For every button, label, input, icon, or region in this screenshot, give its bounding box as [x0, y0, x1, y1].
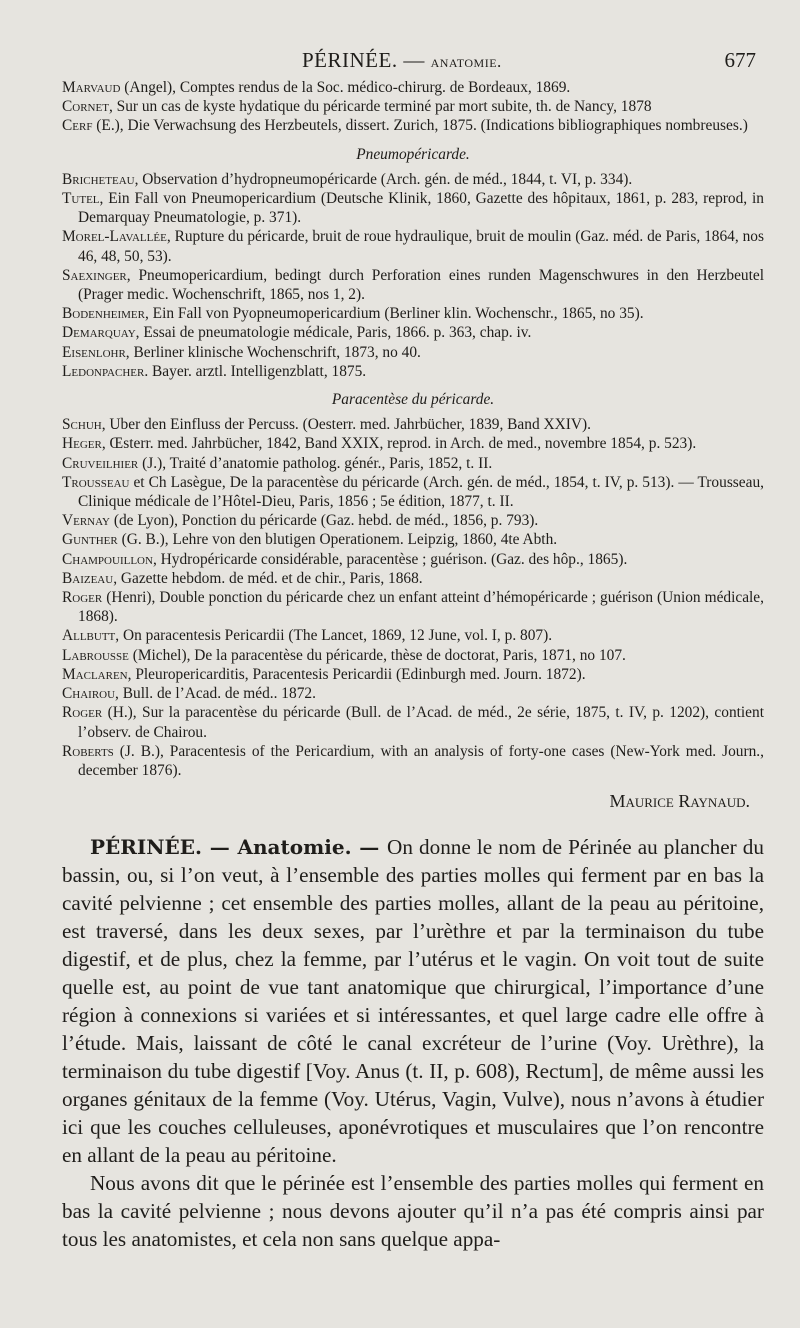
entry-author: Bodenheimer — [62, 305, 145, 323]
entry-author: Eisenlohr — [62, 343, 126, 361]
entry-text: , Berliner klinische Wochenschrift, 1873, no 40. — [125, 343, 421, 361]
entry-text: (J. B.), Paracentesis of the Pericardium, with an analysis of forty-one cases (New-York med. Journ., december 1876). — [78, 742, 764, 779]
entry-author: Roberts — [62, 742, 114, 760]
bibliography-entry — [62, 684, 764, 703]
entry-text: , Observation d’hydropneumopéricarde (Arch. gén. de méd., 1844, t. VI, p. 334). — [134, 170, 633, 188]
entry-text: . Bayer. arztl. Intelligenzblatt, 1875. — [144, 362, 367, 380]
entry-text: , On paracentesis Pericardii (The Lancet, 1869, 12 June, vol. I, p. 807). — [115, 627, 553, 645]
running-title: PÉRINÉE. — anatomie. — [302, 48, 502, 72]
bibliography-entry — [62, 454, 764, 473]
entry-text: , Pleuropericarditis, Paracentesis Pericardii (Edinburgh med. Journ. 1872). — [127, 665, 586, 683]
bibliography-entry — [62, 511, 764, 530]
entry-text: , Ein Fall von Pyopneumopericardium (Berliner klin. Wochenschr., 1865, no 35). — [144, 305, 644, 323]
entry-text: , Gazette hebdom. de méd. et de chir., Paris, 1868. — [113, 569, 423, 587]
article-subheading: — Anatomie. — — [202, 835, 388, 860]
entry-author: Roger — [62, 704, 103, 722]
article-paragraph-2: Nous avons dit que le périnée est l’ensemble des parties molles qui ferment en bas la cavité pelvienne ; nous devons ajouter qu’il n’a pas été compris ainsi par tous les anatomistes, et cela non sans quelque appa- — [62, 1171, 764, 1252]
entry-author: Saexinger — [62, 266, 127, 284]
bibliography-entry — [62, 189, 764, 227]
bibliography-entry — [62, 323, 764, 342]
entry-text: (Angel), Comptes rendus de la Soc. médico-chirurg. de Bordeaux, 1869. — [120, 79, 571, 96]
page-number: 677 — [724, 48, 756, 72]
bibliography-entry — [62, 742, 764, 780]
entry-text: , Sur un cas de kyste hydatique du péricarde terminé par mort subite, th. de Nancy, 1878 — [108, 98, 652, 116]
entry-author: Bricheteau — [62, 170, 135, 188]
entry-text: , Uber den Einfluss der Percuss. (Oesterr. med. Jahrbücher, 1839, Band XXIV). — [101, 416, 591, 434]
bibliography-top — [62, 78, 764, 136]
bibliography-entry — [62, 588, 764, 626]
entry-text: (J.), Traité d’anatomie patholog. génér., Paris, 1852, t. II. — [138, 454, 493, 472]
entry-text: (G. B.), Lehre von den blutigen Operationem. Leipzig, 1860, 4te Abth. — [117, 531, 558, 549]
article-paragraph-1 — [62, 833, 764, 1169]
entry-author: Cruveilhier — [62, 454, 139, 472]
bibliography-pneumopericarde — [62, 170, 764, 381]
bibliography-paracentese — [62, 415, 764, 780]
entry-author: Gunther — [62, 531, 118, 549]
entry-text: (de Lyon), Ponction du péricarde (Gaz. hebd. de méd., 1856, p. 793). — [110, 512, 539, 530]
entry-text: , Pneumopericardium, bedingt durch Perforation eines runden Magenschwures in den Herzbeutel (Prager medic. Wochenschrift, 1865, nos 1, 2). — [78, 266, 764, 304]
entry-text: , Essai de pneumatologie médicale, Paris, 1866. p. 363, chap. iv. — [135, 324, 532, 342]
entry-text: , Hydropéricarde considérable, paracentèse ; guérison. (Gaz. des hôp., 1865). — [152, 550, 628, 568]
bibliography-entry — [62, 343, 764, 362]
entry-text: , Rupture du péricarde, bruit de roue hydraulique, bruit de moulin (Gaz. méd. de Paris, 1864, nos 46, 48, 50, 53). — [78, 228, 764, 265]
entry-author: Maclaren — [62, 665, 128, 683]
entry-text: (Henri), Double ponction du péricarde chez un enfant atteint d’hémopéricarde ; guérison (Union médicale, 1868). — [78, 589, 764, 626]
entry-author: Demarquay — [62, 324, 136, 342]
entry-author: Baizeau — [62, 569, 114, 587]
section-heading-pneumopericarde: Pneumopéricarde. — [356, 145, 470, 163]
bibliography-entry — [62, 170, 764, 189]
entry-text: , Œsterr. med. Jahrbücher, 1842, Band XXIX, reprod. in Arch. de med., novembre 1854, p. 523). — [101, 435, 697, 453]
bibliography-entry — [62, 626, 764, 645]
bibliography-entry — [62, 703, 764, 741]
author-signature: Maurice Raynaud. — [609, 791, 750, 812]
entry-author: Roger — [62, 589, 103, 607]
entry-author: Tutel — [62, 190, 100, 208]
entry-text: (H.), Sur la paracentèse du péricarde (Bull. de l’Acad. de méd., 2e série, 1875, t. IV, p. 1202), contient l’observ. de Chairou. — [78, 704, 764, 741]
entry-author: Cerf — [62, 117, 93, 135]
bibliography-entry — [62, 304, 764, 323]
entry-text: , Ein Fall von Pneumopericardium (Deutsche Klinik, 1860, Gazette des hôpitaux, 1861, p. 283, reprod, in Demarquay Pneumatologie, p. 371). — [78, 190, 764, 227]
running-subtitle: anatomie. — [430, 52, 502, 71]
entry-author: Morel-Lavallée — [62, 228, 167, 246]
bibliography-entry — [62, 434, 764, 453]
bibliography-entry — [62, 227, 764, 265]
entry-author: Heger — [62, 435, 102, 453]
bibliography-entry — [62, 266, 764, 304]
section-heading-paracentese: Paracentèse du péricarde. — [331, 391, 495, 409]
entry-author: Marvaud — [62, 79, 121, 96]
entry-text: (Michel), De la paracentèse du péricarde, thèse de doctorat, Paris, 1871, no 107. — [128, 646, 626, 664]
entry-text: , Bull. de l’Acad. de méd.. 1872. — [115, 685, 316, 703]
bibliography — [62, 78, 764, 811]
entry-author: Trousseau — [62, 473, 130, 491]
entry-author: Cornet — [62, 98, 109, 116]
running-header — [62, 44, 764, 78]
entry-author: Allbutt — [62, 627, 116, 645]
bibliography-entry — [62, 569, 764, 588]
entry-author: Champouillon — [62, 550, 153, 568]
entry-author: Schuh — [62, 416, 102, 434]
bibliography-entry — [62, 362, 764, 381]
article-heading: PÉRINÉE. — [90, 835, 202, 860]
bibliography-entry — [62, 473, 764, 511]
entry-author: Vernay — [62, 512, 110, 530]
bibliography-entry — [62, 116, 764, 135]
bibliography-entry — [62, 415, 764, 434]
bibliography-entry — [62, 97, 764, 116]
entry-author: Chairou — [62, 685, 116, 703]
bibliography-entry — [62, 665, 764, 684]
entry-author: Ledonpacher — [62, 362, 145, 380]
article-text: On donne le nom de Périnée au plancher du bassin, ou, si l’on veut, à l’ensemble des parties molles qui ferment par en bas la cavité pelvienne ; cet ensemble des parties molles, allant de la peau au péritoine, est traversé, dans les deux sexes, par l’urèthre et par la terminaison du tube digestif, et de plus, chez la femme, par l’utérus et le vagin. On voit tout de suite quelle est, au point de vue tant anatomique que chirurgical, l’importance d’une région à connexions si variées et si intéressantes, et quel large cadre elle offre à l’étude. Mais, laissant de côté le canal excréteur de l’urine (Voy. Urèthre), la terminaison du tube digestif [Voy. Anus (t. II, p. 608), Rectum], de même aussi les organes génitaux de la femme (Voy. Utérus, Vagin, Vulve), nous n’avons à étudier ici que les couches celluleuses, aponévrotiques et musculaires que l’on rencontre en allant de la peau au péritoine. — [62, 835, 764, 1168]
entry-author: Labrousse — [62, 646, 129, 664]
entry-text: (E.), Die Verwachsung des Herzbeutels, dissert. Zurich, 1875. (Indications bibliographiques nombreuses.) — [92, 117, 748, 135]
bibliography-entry — [62, 646, 764, 665]
entry-text: et Ch Lasègue, De la paracentèse du péricarde (Arch. gén. de méd., 1854, t. IV, p. 513). — Trousseau, Clinique médicale de l’Hôtel-Dieu, Paris, 1856 ; 5e édition, 1877, t. II. — [78, 473, 764, 511]
bibliography-entry — [62, 78, 764, 97]
bibliography-entry — [62, 530, 764, 549]
bibliography-entry — [62, 550, 764, 569]
article-perinee — [62, 833, 764, 1253]
